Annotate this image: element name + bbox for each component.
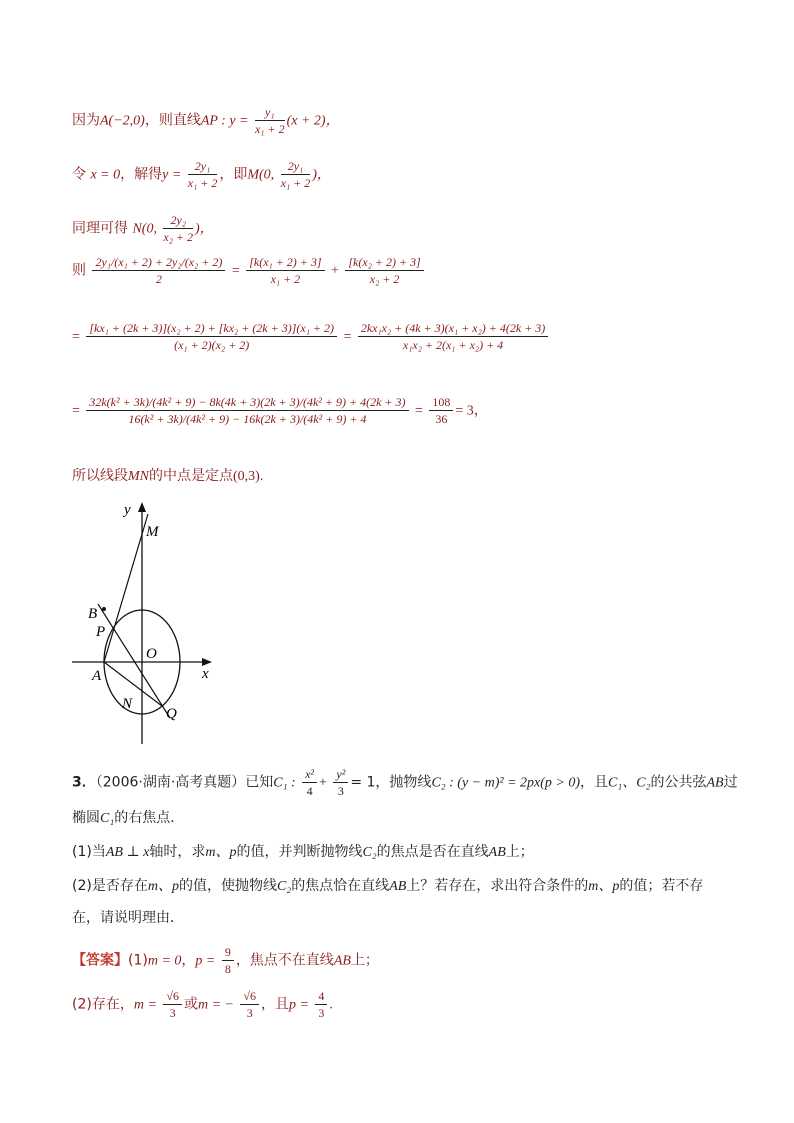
- fraction: [163, 988, 182, 1021]
- fraction: [246, 254, 324, 287]
- text: ，即: [219, 166, 248, 183]
- plus-sign: +: [319, 775, 327, 791]
- denominator: x₂ + 2: [163, 230, 194, 244]
- problem-stem-line-2: [72, 808, 184, 829]
- math: C₁: [100, 811, 115, 826]
- numerator: 4: [315, 988, 327, 1005]
- problem-source: （2006·湖南·高考真题）: [95, 774, 246, 791]
- math: p =: [195, 953, 216, 969]
- math: C₂: [362, 845, 377, 860]
- solution-line-5: [72, 320, 550, 353]
- text: 因为: [72, 112, 100, 129]
- math: (0,3).: [233, 469, 264, 484]
- numerator: 2y₂: [163, 212, 193, 229]
- numerator: 32k(k² + 3k)/(4k² + 9) − 8k(4k + 3)(2k + 3)/(4k² + 9) + 4(2k + 3): [86, 394, 408, 411]
- numerator: 2y₁: [281, 158, 311, 175]
- x-axis-arrow: [202, 658, 212, 666]
- denominator: x₁ + 2: [270, 272, 301, 286]
- equals-sign: =: [231, 263, 240, 279]
- denominator: 8: [224, 962, 231, 976]
- problem-q1: [72, 842, 534, 863]
- text: 或: [183, 996, 198, 1013]
- text: (2)是否存在: [72, 878, 148, 894]
- math: C₂ : (y − m)² = 2px(p > 0): [431, 775, 581, 791]
- denominator: x₂ + 2: [369, 272, 400, 286]
- text: 的公共弦: [650, 774, 707, 791]
- answer-tag: 【答案】: [72, 952, 128, 969]
- text: ，: [181, 952, 196, 969]
- fraction: [333, 766, 348, 799]
- text: 上？若存在，求出符合条件的: [406, 878, 589, 894]
- denominator: x₁ + 2: [254, 122, 285, 136]
- text: 在，请说明理由．: [72, 910, 184, 926]
- problem-number: 3．: [72, 774, 96, 791]
- label-A: A: [92, 668, 102, 684]
- math: AP : y =: [200, 113, 249, 129]
- denominator: x₁ + 2: [280, 176, 311, 190]
- label-M: M: [146, 524, 159, 540]
- text: 已知: [245, 774, 274, 791]
- label-Q: Q: [166, 706, 177, 722]
- fraction: [86, 394, 408, 427]
- label-P: P: [96, 624, 106, 640]
- geometry-figure: [60, 496, 230, 752]
- fraction: [163, 212, 193, 245]
- denominator: 3: [318, 1006, 325, 1020]
- text: ，则直线: [144, 112, 201, 129]
- fraction: [240, 988, 259, 1021]
- equals-sign: =: [72, 403, 80, 419]
- numerator: 2y₁: [188, 158, 218, 175]
- denominator: 3: [246, 1006, 253, 1020]
- fraction: [345, 254, 423, 287]
- text: 上；: [505, 844, 534, 860]
- denominator: 3: [169, 1006, 176, 1020]
- math: .: [329, 997, 333, 1013]
- answer-line-1: [72, 944, 379, 977]
- denominator: (x₁ + 2)(x₂ + 2): [174, 338, 250, 352]
- denominator: x₁x₂ + 2(x₁ + x₂) + 4: [402, 338, 504, 352]
- denominator: 4: [306, 784, 313, 798]
- numerator: y₁: [255, 104, 285, 121]
- point-B: [102, 607, 106, 611]
- label-y: y: [124, 502, 131, 518]
- label-B: B: [88, 606, 98, 622]
- math: MN: [128, 469, 149, 484]
- text: 的焦点恰在直线: [291, 878, 390, 894]
- line-BQ: [98, 604, 170, 718]
- label-O: O: [146, 646, 157, 662]
- equals-sign: =: [343, 329, 352, 345]
- label-N: N: [122, 696, 133, 712]
- text: 的焦点是否在直线: [376, 844, 489, 860]
- math: C₁ :: [273, 775, 296, 791]
- solution-line-4: [72, 254, 426, 287]
- fraction: [255, 104, 285, 137]
- y-axis-arrow: [138, 502, 146, 512]
- equals-sign: =: [72, 329, 80, 345]
- text: 所以线段: [72, 468, 128, 484]
- equals-sign: =: [414, 403, 423, 419]
- math: )，: [312, 167, 331, 183]
- fraction: [86, 320, 337, 353]
- math: m =: [133, 997, 157, 1013]
- denominator: x₁ + 2: [187, 176, 218, 190]
- denominator: 2: [155, 272, 162, 286]
- text: 过: [723, 774, 738, 791]
- math: AB ⊥ x: [105, 845, 150, 860]
- fraction: [222, 944, 234, 977]
- text: 的值；若不存: [619, 878, 704, 894]
- text: 的右焦点．: [114, 810, 185, 826]
- solution-line-1: [72, 104, 340, 137]
- solution-line-7: [72, 466, 263, 487]
- text: 椭圆: [72, 810, 100, 826]
- fraction: [302, 766, 317, 799]
- math: m、p: [588, 879, 620, 894]
- text: (2)存在，: [72, 996, 134, 1013]
- numerator: 9: [222, 944, 234, 961]
- text: (1): [128, 952, 148, 969]
- fraction: [281, 158, 311, 191]
- math: m、p: [147, 879, 179, 894]
- math: AB: [333, 953, 351, 969]
- text: 上；: [350, 952, 379, 969]
- math: AB: [706, 775, 724, 791]
- fraction: [429, 394, 453, 427]
- numerator: y²: [333, 766, 348, 783]
- numerator: √6: [240, 988, 259, 1005]
- math: AB: [488, 845, 506, 860]
- text: = 1，抛物线: [350, 774, 432, 791]
- denominator: 16(k² + 3k)/(4k² + 9) − 16k(2k + 3)/(4k² + 9) + 4: [128, 412, 367, 426]
- text: (1)当: [72, 844, 106, 860]
- math: C₂: [276, 879, 292, 894]
- text: ，焦点不在直线: [235, 952, 334, 969]
- fraction: [188, 158, 218, 191]
- math: x = 0: [90, 167, 121, 183]
- numerator: 2y₁/(x₁ + 2) + 2y₂/(x₂ + 2): [92, 254, 225, 271]
- text: 的值，并判断抛物线: [236, 844, 363, 860]
- denominator: 3: [337, 784, 344, 798]
- math: m = 0: [147, 953, 182, 969]
- label-x: x: [202, 666, 209, 682]
- numerator: [k(x₁ + 2) + 3]: [246, 254, 324, 271]
- text: 令: [72, 166, 86, 183]
- numerator: x²: [302, 766, 317, 783]
- math: C₁、C₂: [608, 775, 651, 791]
- math: (x + 2)，: [286, 113, 340, 129]
- fraction: [92, 254, 225, 287]
- math: m、p: [205, 845, 237, 860]
- math: = 3，: [455, 403, 488, 419]
- fraction: [315, 988, 327, 1021]
- math: p =: [289, 997, 309, 1013]
- fraction: [358, 320, 548, 353]
- text: 的值，使抛物线: [178, 878, 277, 894]
- line-AQ: [104, 662, 162, 706]
- math: M(0,: [247, 167, 275, 183]
- math: AB: [389, 879, 407, 894]
- math: y =: [162, 167, 182, 183]
- solution-line-3: [72, 212, 214, 245]
- text: 则: [72, 262, 86, 279]
- math: m = −: [197, 997, 234, 1013]
- math: A(−2,0): [100, 113, 145, 129]
- text: 轴时，求: [149, 844, 206, 860]
- numerator: √6: [163, 988, 182, 1005]
- text: 同理可得: [72, 220, 128, 237]
- numerator: [kx₁ + (2k + 3)](x₂ + 2) + [kx₂ + (2k + 3)](x₁ + 2): [86, 320, 337, 337]
- solution-line-6: [72, 394, 488, 427]
- text: ，且: [580, 774, 609, 791]
- math: N(0,: [132, 221, 157, 237]
- numerator: [k(x₂ + 2) + 3]: [345, 254, 423, 271]
- problem-stem-line-1: [72, 766, 738, 799]
- denominator: 36: [435, 412, 448, 426]
- solution-line-2: [72, 158, 331, 191]
- math: )，: [195, 221, 214, 237]
- numerator: 108: [429, 394, 453, 411]
- text: 的中点是定点: [149, 468, 233, 484]
- problem-q2-line2: [72, 908, 184, 928]
- answer-line-2: [72, 988, 333, 1021]
- text: ，且: [261, 996, 290, 1013]
- plus-sign: +: [331, 263, 339, 279]
- numerator: 2kx₁x₂ + (4k + 3)(x₁ + x₂) + 4(2k + 3): [358, 320, 548, 337]
- problem-q2: [72, 876, 703, 897]
- text: ，解得: [120, 166, 163, 183]
